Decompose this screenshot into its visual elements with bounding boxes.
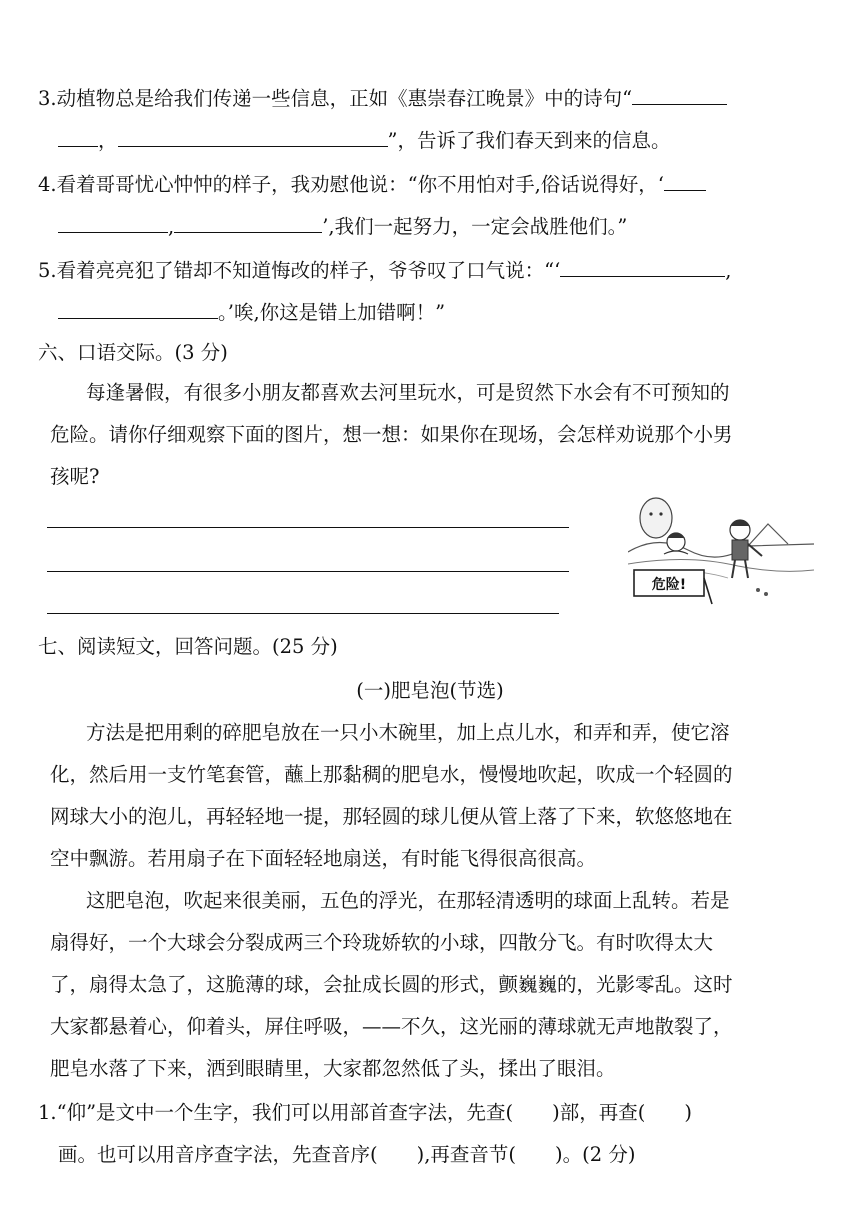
standing-boy-body	[732, 540, 748, 560]
section7-q1-line-2: 画。也可以用音序查字法，先查音序( ),再查音节( )。(2 分)	[58, 1143, 636, 1166]
q3-line-2	[58, 124, 848, 156]
q4-blank-2[interactable]	[174, 210, 322, 233]
ghost-eye-left	[649, 512, 652, 515]
section6-title: 六、口语交际。(3 分)	[38, 341, 228, 364]
footprint-2	[764, 592, 768, 596]
swimming-boy-arms	[664, 551, 688, 554]
hill-outline	[628, 542, 814, 557]
standing-boy-leg-left	[732, 560, 735, 578]
q3-blank-2[interactable]	[118, 124, 388, 147]
standing-boy-leg-right	[745, 560, 748, 578]
passage-p1-line-3: 网球大小的泡儿，再轻轻地一提，那轻圆的球儿便从管上落了下来，软悠悠地在	[50, 805, 733, 828]
footprint-1	[756, 588, 760, 592]
danger-sign-text: 危险!	[651, 577, 687, 593]
standing-boy-hair	[730, 520, 750, 526]
q5-line-2	[58, 296, 848, 328]
q4-text-2: ,	[168, 215, 175, 238]
q5-text-2: ,	[725, 259, 732, 282]
section6-para-line-1: 每逢暑假，有很多小朋友都喜欢去河里玩水，可是贸然下水会有不可预知的	[86, 381, 730, 404]
q4-text-1: 4.看着哥哥忧心忡忡的样子，我劝慰他说：“你不用怕对手,俗话说得好，‘	[38, 173, 664, 196]
q3-blank-1[interactable]	[632, 82, 727, 105]
passage-p2-line-4: 大家都悬着心，仰着头，屏住呼吸，——不久，这光丽的薄球就无声地散裂了，	[50, 1015, 733, 1038]
answer-line-1[interactable]	[47, 527, 569, 528]
passage-p2-line-2: 扇得好，一个大球会分裂成两三个玲珑娇软的小球，四散分飞。有时吹得太大	[50, 931, 714, 954]
q5-blank-2[interactable]	[58, 296, 218, 319]
swimming-boy-hair	[667, 533, 685, 538]
q3-line-1	[38, 82, 828, 114]
q3-text-1: 3.动植物总是给我们传递一些信息，正如《惠崇春江晚景》中的诗句“	[38, 87, 633, 110]
answer-line-3[interactable]	[47, 613, 559, 614]
ghost-figure	[640, 498, 672, 538]
q4-line-2	[58, 210, 848, 242]
q5-blank-1[interactable]	[560, 254, 725, 277]
passage-p1-line-1: 方法是把用剩的碎肥皂放在一只小木碗里，加上点儿水，和弄和弄，使它溶	[86, 721, 730, 744]
section6-para-line-2: 危险。请你仔细观察下面的图片，想一想：如果你在现场，会怎样劝说那个小男	[50, 423, 733, 446]
q4-line-1	[38, 168, 828, 200]
mountain-outline	[748, 524, 788, 546]
section7-q1-line-1: 1.“仰”是文中一个生字，我们可以用部首查字法，先查( )部，再查( )	[38, 1101, 692, 1124]
passage-p2-line-1: 这肥皂泡，吹起来很美丽，五色的浮光，在那轻清透明的球面上乱转。若是	[86, 889, 730, 912]
q5-text-1: 5.看着亮亮犯了错却不知道悔改的样子，爷爷叹了口气说：“‘	[38, 259, 561, 282]
q4-text-3: ’,我们一起努力，一定会战胜他们。”	[322, 215, 628, 238]
passage-p1-line-4: 空中飘游。若用扇子在下面轻轻地扇送，有时能飞得很高很高。	[50, 847, 597, 870]
ghost-eye-right	[659, 512, 662, 515]
section7-title: 七、阅读短文，回答问题。(25 分)	[38, 635, 338, 658]
q3-blank-1-cont[interactable]	[58, 124, 98, 147]
answer-line-2[interactable]	[47, 571, 569, 572]
q4-blank-1-cont[interactable]	[58, 210, 168, 233]
passage-p2-line-5: 肥皂水落了下来，洒到眼睛里，大家都忽然低了头，揉出了眼泪。	[50, 1057, 616, 1080]
q5-line-1	[38, 254, 828, 286]
q3-text-3: ”，告诉了我们春天到来的信息。	[387, 129, 671, 152]
q3-text-2: ，	[98, 129, 118, 152]
passage-p2-line-3: 了，扇得太急了，这脆薄的球，会扯成长圆的形式，颤巍巍的，光影零乱。这时	[50, 973, 733, 996]
river-danger-illustration	[628, 494, 814, 606]
danger-sign-post	[704, 578, 712, 604]
passage-title: (一)肥皂泡(节选)	[356, 679, 504, 702]
q5-text-3: 。’唉,你这是错上加错啊！”	[218, 301, 446, 324]
section6-para-line-3: 孩呢?	[50, 465, 100, 488]
passage-p1-line-2: 化，然后用一支竹笔套管，蘸上那黏稠的肥皂水，慢慢地吹起，吹成一个轻圆的	[50, 763, 733, 786]
q4-blank-1[interactable]	[664, 168, 706, 191]
